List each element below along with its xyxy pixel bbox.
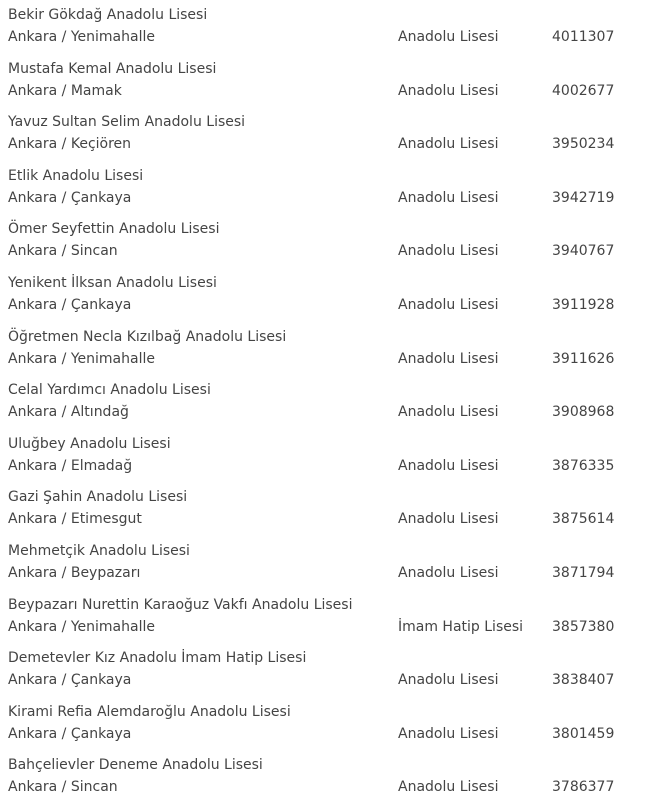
school-location: Ankara / Beypazarı xyxy=(8,564,141,581)
school-type: Anadolu Lisesi xyxy=(398,404,499,421)
school-type: İmam Hatip Lisesi xyxy=(398,618,524,635)
list-item[interactable] xyxy=(0,0,648,54)
list-item[interactable] xyxy=(0,750,648,804)
school-location: Ankara / Keçiören xyxy=(8,136,132,153)
school-score: 4002677 xyxy=(552,82,615,99)
school-location: Ankara / Çankaya xyxy=(8,189,132,206)
school-type: Anadolu Lisesi xyxy=(398,511,499,528)
list-item[interactable] xyxy=(0,214,648,268)
school-name[interactable]: Bekir Gökdağ Anadolu Lisesi xyxy=(8,7,208,23)
school-name[interactable]: Etlik Anadolu Lisesi xyxy=(8,167,144,184)
school-name[interactable]: Yavuz Sultan Selim Anadolu Lisesi xyxy=(8,114,246,131)
school-score: 3857380 xyxy=(552,618,615,635)
school-location: Ankara / Çankaya xyxy=(8,672,132,689)
school-location: Ankara / Sincan xyxy=(8,779,118,796)
school-location: Ankara / Elmadağ xyxy=(8,457,133,474)
school-type: Anadolu Lisesi xyxy=(398,82,499,99)
school-location: Ankara / Altındağ xyxy=(8,404,129,421)
school-type: Anadolu Lisesi xyxy=(398,350,499,367)
school-type: Anadolu Lisesi xyxy=(398,243,499,260)
list-item[interactable] xyxy=(0,482,648,536)
school-location: Ankara / Çankaya xyxy=(8,725,132,742)
school-type: Anadolu Lisesi xyxy=(398,189,499,206)
list-item[interactable] xyxy=(0,161,648,215)
school-type: Anadolu Lisesi xyxy=(398,779,499,796)
list-item[interactable] xyxy=(0,322,648,376)
school-score: 3786377 xyxy=(552,779,615,796)
school-name[interactable]: Mehmetçik Anadolu Lisesi xyxy=(8,542,190,559)
school-type: Anadolu Lisesi xyxy=(398,564,499,581)
list-item[interactable] xyxy=(0,429,648,483)
school-name[interactable]: Kirami Refia Alemdaroğlu Anadolu Lisesi xyxy=(8,703,291,720)
school-name[interactable]: Ömer Seyfettin Anadolu Lisesi xyxy=(8,221,220,238)
school-score: 3871794 xyxy=(552,564,615,581)
school-type: Anadolu Lisesi xyxy=(398,457,499,474)
list-item[interactable] xyxy=(0,268,648,322)
school-score: 3940767 xyxy=(552,243,615,260)
school-type: Anadolu Lisesi xyxy=(398,136,499,153)
list-item[interactable] xyxy=(0,536,648,590)
school-location: Ankara / Sincan xyxy=(8,243,118,260)
school-score: 3875614 xyxy=(552,511,615,528)
school-location: Ankara / Etimesgut xyxy=(8,511,142,528)
list-item[interactable] xyxy=(0,590,648,644)
school-score: 4011307 xyxy=(552,29,615,45)
school-name[interactable]: Mustafa Kemal Anadolu Lisesi xyxy=(8,60,217,77)
list-item[interactable] xyxy=(0,375,648,429)
school-location: Ankara / Mamak xyxy=(8,82,122,99)
school-name[interactable]: Uluğbey Anadolu Lisesi xyxy=(8,435,171,452)
school-type: Anadolu Lisesi xyxy=(398,725,499,742)
school-type: Anadolu Lisesi xyxy=(398,672,499,689)
school-score: 3876335 xyxy=(552,457,615,474)
school-location: Ankara / Yenimahalle xyxy=(8,618,155,635)
school-location: Ankara / Çankaya xyxy=(8,296,132,313)
list-item[interactable] xyxy=(0,54,648,108)
school-location: Ankara / Yenimahalle xyxy=(8,29,155,45)
school-name[interactable]: Yenikent İlksan Anadolu Lisesi xyxy=(8,274,217,291)
list-item[interactable] xyxy=(0,697,648,751)
school-name[interactable]: Demetevler Kız Anadolu İmam Hatip Lisesi xyxy=(8,650,307,667)
school-score: 3911626 xyxy=(552,350,615,367)
school-score: 3950234 xyxy=(552,136,615,153)
school-name[interactable]: Bahçelievler Deneme Anadolu Lisesi xyxy=(8,757,263,774)
school-score: 3942719 xyxy=(552,189,615,206)
school-name[interactable]: Beypazarı Nurettin Karaoğuz Vakfı Anadolu Lisesi xyxy=(8,596,353,613)
school-score: 3801459 xyxy=(552,725,615,742)
list-item[interactable] xyxy=(0,643,648,697)
school-name[interactable]: Öğretmen Necla Kızılbağ Anadolu Lisesi xyxy=(8,328,287,345)
school-name[interactable]: Gazi Şahin Anadolu Lisesi xyxy=(8,489,188,506)
school-score: 3838407 xyxy=(552,672,615,689)
school-score: 3908968 xyxy=(552,404,615,421)
school-name[interactable]: Celal Yardımcı Anadolu Lisesi xyxy=(8,382,211,399)
school-type: Anadolu Lisesi xyxy=(398,296,499,313)
school-location: Ankara / Yenimahalle xyxy=(8,350,155,367)
school-score: 3911928 xyxy=(552,296,615,313)
list-item[interactable] xyxy=(0,107,648,161)
school-type: Anadolu Lisesi xyxy=(398,29,499,45)
